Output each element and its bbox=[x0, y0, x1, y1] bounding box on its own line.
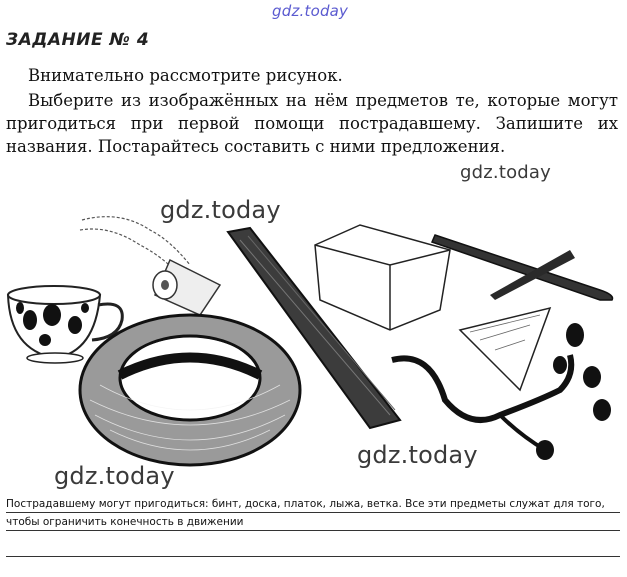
bandage-roll-icon bbox=[80, 217, 220, 315]
box-icon bbox=[315, 225, 450, 330]
instruction-paragraph: Выберите из изображённых на нём предметов те, которые могут пригодиться при первой помощи пострадавшему. Запишите их названия. Постарайтесь составить с ними предложения. bbox=[6, 91, 618, 156]
answer-text: Пострадавшему могут пригодиться: бинт, доска, платок, лыжа, ветка. Все эти предметы служат для того, чтобы ограничить конечность в движении bbox=[6, 498, 605, 528]
task-title: ЗАДАНИЕ № 4 bbox=[6, 30, 150, 50]
answer-line-3 bbox=[6, 556, 620, 557]
answer-line-2 bbox=[6, 530, 620, 531]
watermark-image-bottom-left: gdz.today bbox=[54, 462, 175, 490]
tyre-icon bbox=[80, 315, 300, 465]
watermark-image-top: gdz.today bbox=[160, 196, 281, 224]
kerchief-icon bbox=[460, 308, 550, 390]
ski-icon bbox=[432, 235, 613, 300]
answer-line-1 bbox=[6, 512, 620, 513]
watermark-image-bottom-mid: gdz.today bbox=[357, 441, 478, 469]
illustration bbox=[0, 200, 627, 490]
instruction-line-1: Внимательно рассмотрите рисунок. bbox=[28, 66, 343, 85]
watermark-top: gdz.today bbox=[272, 2, 349, 20]
watermark-text-right: gdz.today bbox=[460, 162, 552, 183]
